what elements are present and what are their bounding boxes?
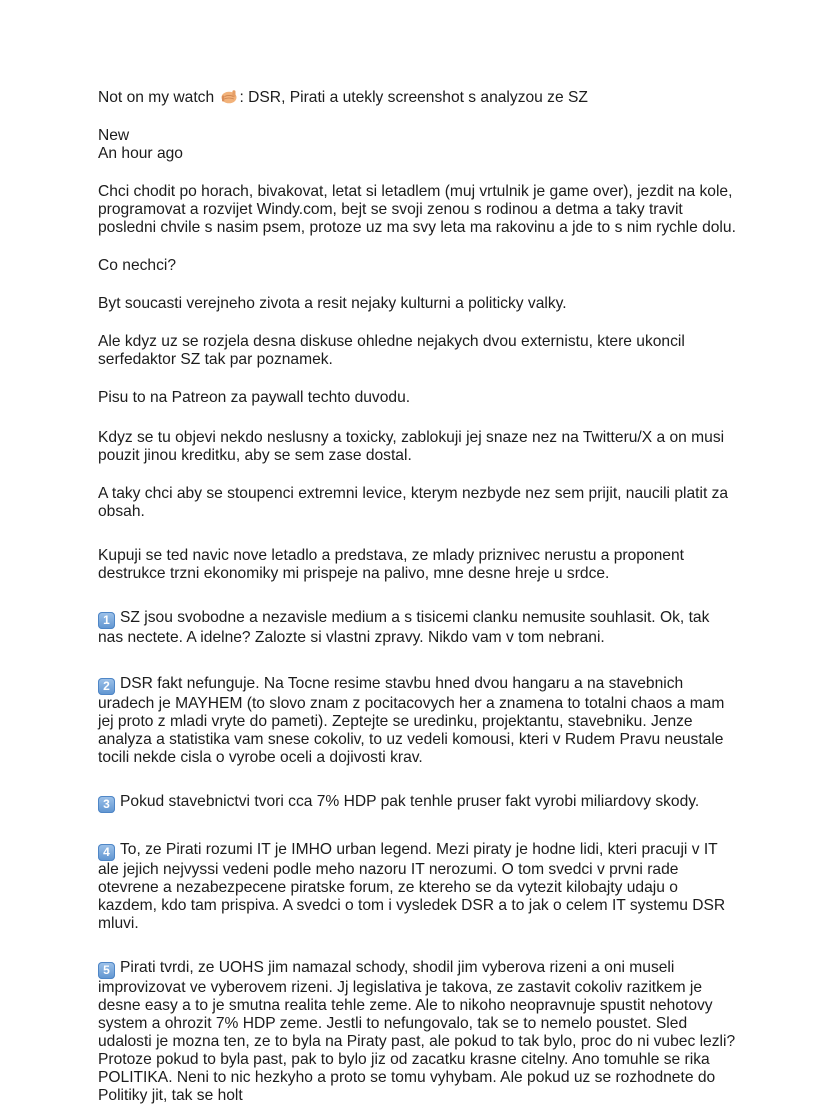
point-5 — [98, 959, 738, 1105]
point-2-text: DSR fakt nefunguje. Na Tocne resime stavbu hned dvou hangaru a na stavebnich uradech je MAYHEM (to slovo znam z pocitacovych her a znamena to totalni chaos a mam jej proto z mladi vryte do pameti). Zeptejte se uredinku, projektantu, stavebniku. Jenze analyza a statistika vam snese cokoliv, to uz vedeli komousi, kteri v Rudem Pravu neustale tocili nekde cisla o vyrobe oceli a dojivosti krav. — [98, 675, 725, 766]
keycap-three-icon: 3 — [98, 796, 115, 813]
point-3-text: Pokud stavebnictvi tvori cca 7% HDP pak tenhle pruser fakt vyrobi miliardovy skody. — [120, 793, 700, 810]
point-4-text: To, ze Pirati rozumi IT je IMHO urban legend. Mezi piraty je hodne lidi, kteri pracuji v IT ale jejich nejvyssi vedeni podle meho nazoru IT nerozumi. O tom svedci v prvni rade otevrene a nezabezpecene piratske forum, ze ktereho se da vytezit kilobajty udaju o kazdem, kdo tam prispiva. A svedci o tom i vysledek DSR a to jak o celem IT systemu DSR mluvi. — [98, 841, 726, 932]
point-5-text: Pirati tvrdi, ze UOHS jim namazal schody, shodil jim vyberova rizeni a oni museli improvizovat ve vyberovem rizeni. Jj legislativa je takova, ze zastavit cokoliv razitkem je desne easy a to je smutna realita tehle zeme. Ale to nikoho neopravnuje spustit nehotovy system a ohrozit 7% HDP zeme. Jestli to nefungovalo, tak se to nemelo poustet. Sled udalosti je mozna ten, ze to byla na Piraty past, ale pokud to tak bylo, proc do ni vubec lezli? Protoze pokud to byla past, pak to bylo jiz od zacatku krasne citelny. Ano tomuhle se rika POLITIKA. Neni to nic hezkyho a proto se tomu vyhybam. Ale pokud uz se rozhodnete do Politiky jit, tak se holt — [98, 959, 736, 1104]
finger-wag-icon — [220, 89, 238, 104]
intro-paragraph-6: Kdyz se tu objevi nekdo neslusny a toxicky, zablokuji jej snaze nez na Twitteru/X a on musi pouzit jinou kreditku, aby se sem zase dostal. — [98, 429, 725, 464]
intro-paragraph-7: A taky chci aby se stoupenci extremni levice, kterym nezbyde nez sem prijit, naucili platit za obsah. — [98, 485, 729, 520]
post-time: An hour ago — [98, 145, 183, 162]
point-3 — [98, 793, 738, 813]
keycap-five-icon: 5 — [98, 962, 115, 979]
point-4 — [98, 841, 738, 933]
intro-paragraph-5: Pisu to na Patreon za paywall techto duvodu. — [98, 389, 411, 406]
keycap-two-icon: 2 — [98, 678, 115, 695]
point-2 — [98, 675, 738, 767]
point-1 — [98, 609, 738, 647]
post-tag: New — [98, 127, 130, 144]
document-page — [98, 88, 738, 1105]
intro-paragraph-1: Chci chodit po horach, bivakovat, letat si letadlem (muj vrtulnik je game over), jezdit na kole, programovat a rozvijet Windy.com, bejt se svoji zenou s rodinou a detma a taky travit posledni chvile s nasim psem, protoze uz ma svy leta ma rakovinu a jde to s nim rychle dolu. — [98, 183, 736, 236]
title-text-end: : DSR, Pirati a utekly screenshot s analyzou ze SZ — [239, 89, 588, 106]
intro-paragraph-4: Ale kdyz uz se rozjela desna diskuse ohledne nejakych dvou externistu, ktere ukoncil serfedaktor SZ tak par poznamek. — [98, 333, 685, 368]
intro-paragraph-3: Byt soucasti verejneho zivota a resit nejaky kulturni a politicky valky. — [98, 295, 567, 312]
intro-paragraph-2: Co nechci? — [98, 257, 177, 274]
post-title — [98, 88, 738, 108]
title-text-start: Not on my watch — [98, 89, 215, 106]
point-1-text: SZ jsou svobodne a nezavisle medium a s tisicemi clanku nemusite souhlasit. Ok, tak nas nectete. A idelne? Zalozte si vlastni zpravy. Nikdo vam v tom nebrani. — [98, 609, 710, 646]
post-meta — [98, 127, 738, 163]
intro-paragraph-8: Kupuji se ted navic nove letadlo a predstava, ze mlady priznivec nerustu a proponent destrukce trzni ekonomiky mi prispeje na palivo, mne desne hreje u srdce. — [98, 547, 684, 582]
keycap-one-icon: 1 — [98, 612, 115, 629]
keycap-four-icon: 4 — [98, 844, 115, 861]
